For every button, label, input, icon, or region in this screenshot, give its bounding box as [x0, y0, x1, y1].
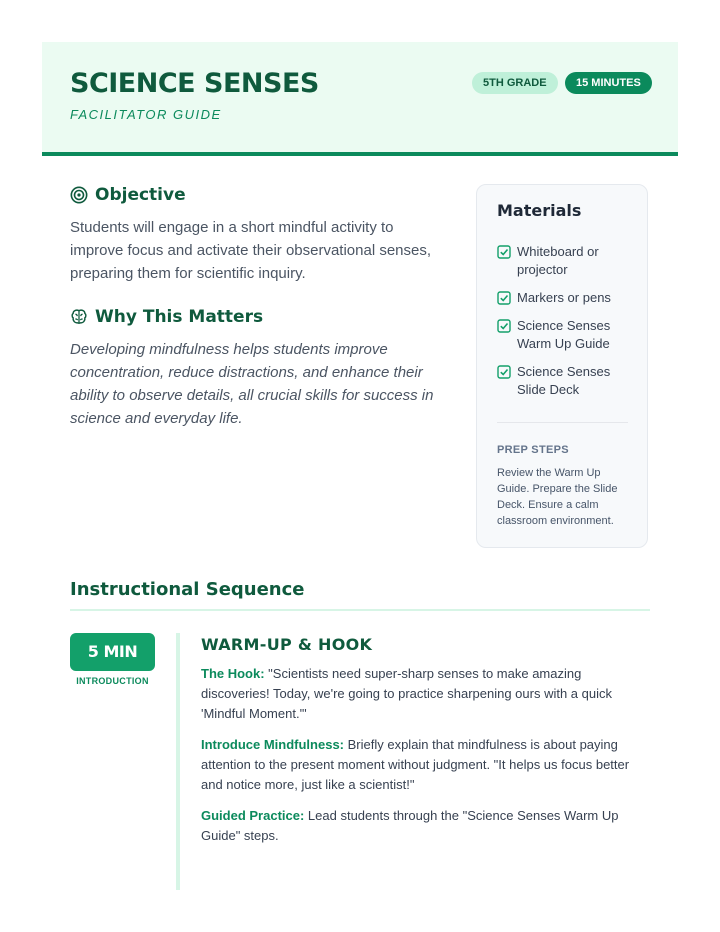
sequence-heading: Instructional Sequence — [70, 579, 305, 600]
list-item — [497, 317, 632, 353]
material-label: Science Senses Warm Up Guide — [517, 318, 611, 351]
materials-list — [497, 243, 632, 409]
why-text: Developing mindfulness helps students improve concentration, reduce distractions, and enhance their ability to observe details, all crucial skills for success in science and everyday life. — [70, 341, 434, 427]
checkbox-check-icon — [497, 365, 511, 379]
grade-badge: 5TH GRADE — [472, 72, 558, 94]
material-label: Markers or pens — [517, 290, 611, 305]
paragraph-label: Introduce Mindfulness: — [201, 737, 344, 752]
duration-badge: 15 MINUTES — [565, 72, 652, 94]
divider — [70, 609, 650, 611]
paragraph-text: "Scientists need super-sharp senses to make amazing discoveries! Today, we're going to practice sharpening ours with a quick 'Mindful Moment.'" — [201, 666, 612, 721]
checkbox-check-icon — [497, 245, 511, 259]
why-heading — [70, 307, 263, 327]
target-icon — [70, 186, 88, 204]
objective-text: Students will engage in a short mindful activity to improve focus and activate their observational senses, preparing them for scientific inquiry. — [70, 219, 432, 282]
page-title: SCIENCE SENSES — [70, 68, 319, 99]
step-title: WARM-UP & HOOK — [201, 635, 373, 654]
list-item — [497, 243, 632, 279]
paragraph-text: Lead students through the "Science Senses Warm Up Guide" steps. — [201, 808, 619, 843]
duration-box: 5 MIN — [70, 633, 155, 671]
list-item — [497, 289, 632, 307]
material-label: Whiteboard or projector — [517, 244, 599, 277]
phase-label: INTRODUCTION — [76, 676, 149, 686]
prep-steps-heading: PREP STEPS — [497, 444, 569, 456]
header — [42, 42, 678, 156]
checkbox-check-icon — [497, 291, 511, 305]
checkbox-check-icon — [497, 319, 511, 333]
objective-heading-label: Objective — [95, 185, 186, 205]
paragraph-text: Briefly explain that mindfulness is about paying attention to the present moment without judgment. "It helps us focus better and notice more, just like a scientist!" — [201, 737, 630, 792]
step-paragraph-mindfulness — [201, 735, 649, 795]
materials-card — [476, 184, 648, 548]
paragraph-label: The Hook: — [201, 666, 265, 681]
paragraph-label: Guided Practice: — [201, 808, 305, 823]
prep-steps-text: Review the Warm Up Guide. Prepare the Slide Deck. Ensure a calm classroom environment. — [497, 467, 618, 527]
list-item — [497, 363, 632, 399]
divider — [497, 422, 628, 423]
material-label: Science Senses Slide Deck — [517, 364, 611, 397]
objective-heading — [70, 185, 186, 205]
step-paragraph-hook — [201, 664, 649, 724]
materials-heading: Materials — [497, 201, 582, 220]
why-heading-label: Why This Matters — [95, 307, 264, 327]
page-subtitle: FACILITATOR GUIDE — [70, 107, 222, 122]
step-paragraph-practice — [201, 806, 649, 846]
brain-icon — [70, 308, 88, 326]
timeline-bar — [176, 633, 180, 890]
